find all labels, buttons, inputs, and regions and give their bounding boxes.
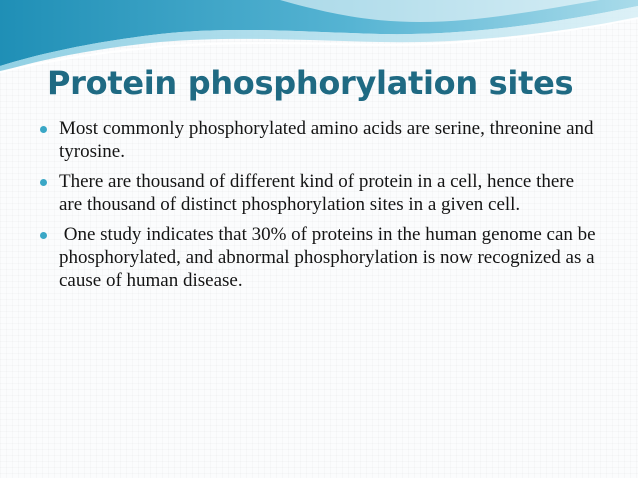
slide-title: Protein phosphorylation sites (47, 64, 574, 102)
bullet-item (40, 117, 600, 163)
bullet-text: Most commonly phosphorylated amino acids are serine, threonine and tyrosine. (59, 118, 594, 162)
bullet-list (40, 117, 600, 299)
bullet-text: One study indicates that 30% of proteins in the human genome can be phosphorylated, and abnormal phosphorylation is now recognized as a cause of human disease. (59, 224, 601, 291)
bullet-item (40, 223, 600, 292)
bullet-dot-icon (40, 179, 47, 186)
bullet-item (40, 170, 600, 216)
bullet-text: There are thousand of different kind of protein in a cell, hence there are thousand of distinct phosphorylation sites in a given cell. (59, 171, 575, 215)
bullet-dot-icon (40, 232, 47, 239)
bullet-dot-icon (40, 126, 47, 133)
